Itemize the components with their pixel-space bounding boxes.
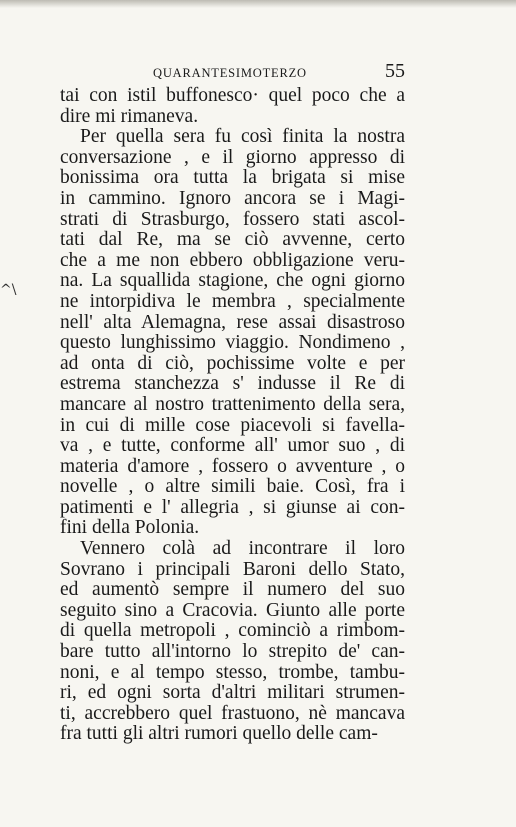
text-line: na. La squallida stagione, che ogni giorno	[60, 270, 405, 292]
text-line: ed aumentò sempre il numero del suo	[60, 579, 405, 601]
text-line: in cui di mille cose piacevoli si favella-	[60, 414, 405, 436]
text-line: bare tutto all'intorno lo strepito de' can-	[60, 641, 405, 663]
page-number: 55	[385, 60, 405, 82]
text-line: materia d'amore , fossero o avventure , o	[60, 455, 405, 477]
text-line: conversazione , e il giorno appresso di	[60, 146, 405, 168]
text-line: che a me non ebbero obbligazione veru-	[60, 249, 405, 271]
text-line: nell' alta Alemagna, rese assai disastroso	[60, 311, 405, 333]
body-text	[60, 86, 405, 745]
text-line: strati di Strasburgo, fossero stati ascol-	[60, 208, 405, 230]
margin-mark: ^\	[0, 282, 17, 298]
text-line: bonissima ora tutta la brigata si mise	[60, 167, 405, 189]
text-line: Sovrano i principali Baroni dello Stato,	[60, 558, 405, 580]
text-line: Per quella sera fu così finita la nostra	[80, 126, 405, 148]
text-line: patimenti e l' allegria , si giunse ai con-	[60, 496, 405, 518]
text-line: mancare al nostro trattenimento della sera,	[60, 393, 405, 415]
text-line: dire mi rimaneva.	[60, 105, 199, 127]
text-line: ti, accrebbero quel frastuono, nè mancava	[60, 702, 405, 724]
text-line: noni, e al tempo stesso, trombe, tambu-	[60, 661, 405, 683]
text-line: ne intorpidiva le membra , specialmente	[60, 290, 405, 312]
text-line: di quella metropoli , cominciò a rimbom-	[60, 620, 405, 642]
text-line: questo lunghissimo viaggio. Nondimeno ,	[60, 332, 405, 354]
text-line: seguito sino a Cracovia. Giunto alle porte	[60, 599, 405, 621]
running-head: QUARANTESIMOTERZO	[153, 66, 307, 80]
page-top-edge	[0, 0, 516, 8]
text-line: ri, ed ogni sorta d'altri militari strumen-	[60, 682, 405, 704]
text-line: novelle , o altre simili baie. Così, fra i	[60, 476, 405, 498]
text-line: ad onta di ciò, pochissime volte e per	[60, 352, 405, 374]
text-line: Vennero colà ad incontrare il loro	[80, 538, 405, 560]
text-line: tati dal Re, ma se ciò avvenne, certo	[60, 229, 405, 251]
text-line: va , e tutte, conforme all' umor suo , di	[60, 435, 405, 457]
text-line: in cammino. Ignoro ancora se i Magi-	[60, 187, 405, 209]
text-line: tai con istil buffonesco· quel poco che a	[60, 85, 405, 106]
text-line: fra tutti gli altri rumori quello delle cam-	[60, 723, 378, 745]
page-header	[60, 58, 405, 86]
text-line: fini della Polonia.	[60, 517, 200, 539]
text-line: estrema stanchezza s' indusse il Re di	[60, 373, 405, 395]
